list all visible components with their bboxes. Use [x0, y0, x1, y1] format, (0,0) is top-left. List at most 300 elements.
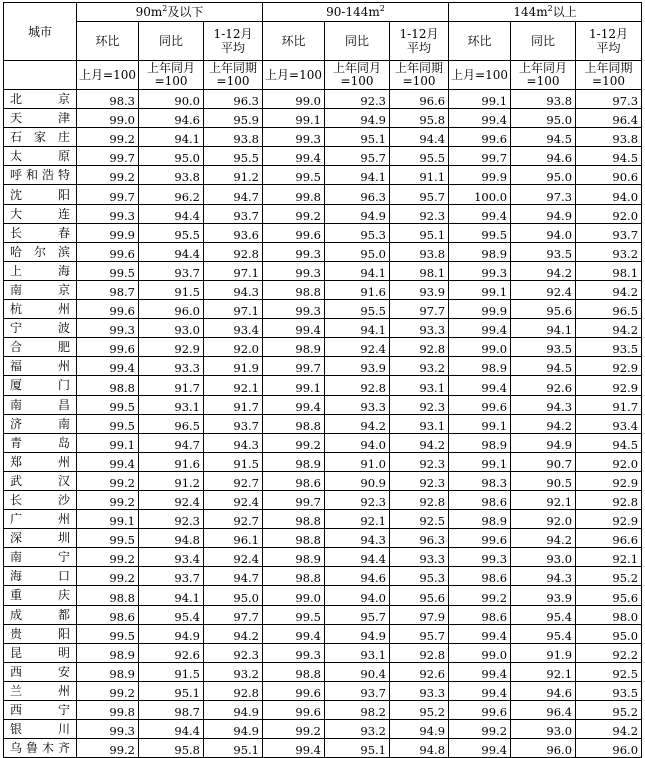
value-cell: 93.9	[325, 357, 390, 376]
value-cell: 95.6	[390, 586, 449, 605]
value-cell: 90.6	[576, 166, 642, 185]
value-cell: 99.1	[77, 510, 139, 529]
value-cell: 98.1	[576, 261, 642, 280]
value-cell: 93.8	[139, 166, 204, 185]
city-name-cell	[4, 261, 77, 280]
value-cell: 98.7	[139, 701, 204, 720]
value-cell: 97.1	[204, 261, 263, 280]
value-cell: 93.0	[511, 548, 576, 567]
value-cell: 91.0	[325, 452, 390, 471]
table-row	[4, 720, 642, 739]
value-cell: 93.3	[390, 681, 449, 700]
value-cell: 92.7	[204, 471, 263, 490]
value-cell: 95.3	[390, 567, 449, 586]
value-cell: 98.3	[77, 90, 139, 109]
city-name: 西 安	[10, 664, 70, 679]
city-name: 西 宁	[10, 703, 70, 718]
base-last-month: 上月=100	[263, 61, 325, 90]
value-cell: 96.3	[204, 90, 263, 109]
value-cell: 92.4	[204, 548, 263, 567]
city-name-cell	[4, 338, 77, 357]
city-name-cell	[4, 681, 77, 700]
base-header-empty	[4, 61, 77, 90]
value-cell: 99.4	[263, 147, 325, 166]
value-cell: 96.1	[204, 529, 263, 548]
city-name: 成 都	[10, 607, 70, 622]
value-cell: 92.1	[511, 490, 576, 509]
city-name-cell	[4, 720, 77, 739]
value-cell: 90.0	[139, 90, 204, 109]
city-name: 海 口	[10, 569, 70, 584]
value-cell: 96.4	[511, 701, 576, 720]
city-name: 福 州	[10, 359, 70, 374]
value-cell: 98.9	[449, 357, 511, 376]
value-cell: 98.6	[449, 490, 511, 509]
value-cell: 99.2	[77, 128, 139, 147]
value-cell: 94.1	[325, 261, 390, 280]
value-cell: 98.8	[77, 376, 139, 395]
value-cell: 97.7	[204, 605, 263, 624]
value-cell: 98.6	[77, 605, 139, 624]
city-name-cell	[4, 510, 77, 529]
value-cell: 100.0	[449, 185, 511, 204]
table-row	[4, 128, 642, 147]
value-cell: 94.6	[511, 681, 576, 700]
yoy-header: 同比	[511, 22, 576, 61]
city-name: 北 京	[10, 92, 70, 107]
base-same-period-last-year: 上年同期 =100	[576, 61, 642, 90]
value-cell: 98.9	[263, 452, 325, 471]
value-cell: 92.3	[325, 490, 390, 509]
city-name-cell	[4, 567, 77, 586]
table-row	[4, 395, 642, 414]
value-cell: 95.4	[511, 605, 576, 624]
value-cell: 95.4	[139, 605, 204, 624]
city-name-cell	[4, 357, 77, 376]
city-name-cell	[4, 90, 77, 109]
value-cell: 95.5	[390, 147, 449, 166]
value-cell: 99.1	[77, 433, 139, 452]
city-name: 深 圳	[10, 531, 70, 546]
value-cell: 98.8	[263, 567, 325, 586]
value-cell: 96.2	[139, 185, 204, 204]
value-cell: 94.7	[139, 433, 204, 452]
value-cell: 92.3	[139, 510, 204, 529]
city-name-cell	[4, 490, 77, 509]
value-cell: 95.9	[204, 109, 263, 128]
base-same-month-last-year: 上年同月 =100	[325, 61, 390, 90]
table-row	[4, 605, 642, 624]
value-cell: 99.4	[449, 739, 511, 758]
value-cell: 96.4	[576, 109, 642, 128]
table-row	[4, 204, 642, 223]
mom-header: 环比	[77, 22, 139, 61]
value-cell: 99.6	[449, 128, 511, 147]
value-cell: 99.2	[77, 548, 139, 567]
table-row	[4, 510, 642, 529]
value-cell: 99.6	[449, 701, 511, 720]
value-cell: 98.8	[263, 414, 325, 433]
value-cell: 93.0	[511, 720, 576, 739]
value-cell: 99.2	[263, 720, 325, 739]
value-cell: 92.4	[204, 490, 263, 509]
city-name: 贵 阳	[10, 626, 70, 641]
city-name-cell	[4, 548, 77, 567]
value-cell: 95.0	[576, 624, 642, 643]
value-cell: 94.9	[390, 720, 449, 739]
value-cell: 97.9	[390, 605, 449, 624]
value-cell: 97.3	[576, 90, 642, 109]
value-cell: 93.1	[325, 643, 390, 662]
annual-avg-header: 1-12月 平均	[204, 22, 263, 61]
value-cell: 94.7	[204, 567, 263, 586]
value-cell: 98.9	[449, 242, 511, 261]
value-cell: 92.7	[204, 510, 263, 529]
value-cell: 94.5	[576, 433, 642, 452]
value-cell: 93.5	[511, 242, 576, 261]
city-name: 郑 州	[10, 454, 70, 469]
value-cell: 94.0	[576, 185, 642, 204]
value-cell: 96.6	[390, 90, 449, 109]
value-cell: 95.1	[390, 223, 449, 242]
value-cell: 99.6	[263, 701, 325, 720]
value-cell: 93.2	[325, 720, 390, 739]
value-cell: 98.2	[325, 701, 390, 720]
value-cell: 95.6	[576, 586, 642, 605]
city-name-cell	[4, 471, 77, 490]
value-cell: 96.0	[139, 300, 204, 319]
value-cell: 95.7	[390, 624, 449, 643]
value-cell: 97.1	[204, 300, 263, 319]
value-cell: 95.7	[390, 185, 449, 204]
table-row	[4, 452, 642, 471]
value-cell: 99.6	[77, 300, 139, 319]
value-cell: 94.9	[511, 433, 576, 452]
city-name: 银 川	[10, 722, 70, 737]
value-cell: 99.3	[263, 128, 325, 147]
value-cell: 94.2	[576, 280, 642, 299]
table-row	[4, 185, 642, 204]
value-cell: 94.1	[325, 166, 390, 185]
value-cell: 98.9	[77, 643, 139, 662]
value-cell: 99.7	[263, 490, 325, 509]
value-cell: 98.8	[263, 280, 325, 299]
value-cell: 99.4	[449, 319, 511, 338]
table-row	[4, 471, 642, 490]
city-name-cell	[4, 166, 77, 185]
value-cell: 94.2	[576, 319, 642, 338]
value-cell: 93.5	[576, 338, 642, 357]
city-name-cell	[4, 204, 77, 223]
value-cell: 98.0	[576, 605, 642, 624]
value-cell: 93.1	[139, 395, 204, 414]
city-name: 呼 和 浩 特	[10, 168, 70, 183]
value-cell: 99.6	[449, 529, 511, 548]
value-cell: 99.2	[77, 166, 139, 185]
value-cell: 94.4	[139, 204, 204, 223]
value-cell: 93.3	[390, 319, 449, 338]
value-cell: 97.7	[390, 300, 449, 319]
value-cell: 95.0	[204, 586, 263, 605]
value-cell: 91.1	[390, 166, 449, 185]
value-cell: 93.1	[390, 414, 449, 433]
city-name-cell	[4, 147, 77, 166]
value-cell: 99.2	[77, 490, 139, 509]
value-cell: 98.1	[390, 261, 449, 280]
city-name: 宁 波	[10, 321, 70, 336]
value-cell: 94.4	[390, 128, 449, 147]
value-cell: 92.1	[325, 510, 390, 529]
city-name: 长 春	[10, 225, 70, 240]
value-cell: 91.2	[139, 471, 204, 490]
value-cell: 91.2	[204, 166, 263, 185]
city-name: 广 州	[10, 512, 70, 527]
value-cell: 94.2	[576, 720, 642, 739]
value-cell: 92.8	[204, 681, 263, 700]
value-cell: 94.1	[139, 128, 204, 147]
base-same-month-last-year: 上年同月 =100	[139, 61, 204, 90]
city-name-cell	[4, 529, 77, 548]
city-name-cell	[4, 185, 77, 204]
value-cell: 92.5	[576, 662, 642, 681]
value-cell: 94.8	[139, 529, 204, 548]
value-cell: 99.9	[449, 300, 511, 319]
city-name-cell	[4, 223, 77, 242]
table-row	[4, 681, 642, 700]
city-name: 上 海	[10, 263, 70, 278]
value-cell: 99.8	[263, 185, 325, 204]
value-cell: 93.5	[576, 681, 642, 700]
value-cell: 98.3	[449, 471, 511, 490]
value-cell: 94.1	[325, 319, 390, 338]
city-name: 厦 门	[10, 378, 70, 393]
value-cell: 95.2	[576, 567, 642, 586]
value-cell: 99.0	[449, 338, 511, 357]
value-cell: 91.6	[325, 280, 390, 299]
value-cell: 99.4	[449, 109, 511, 128]
value-cell: 99.5	[77, 414, 139, 433]
value-cell: 94.1	[139, 586, 204, 605]
value-cell: 99.1	[263, 376, 325, 395]
value-cell: 92.3	[390, 452, 449, 471]
value-cell: 92.9	[139, 338, 204, 357]
value-cell: 99.0	[449, 643, 511, 662]
city-name: 济 南	[10, 416, 70, 431]
value-cell: 94.3	[325, 529, 390, 548]
value-cell: 95.8	[139, 739, 204, 758]
value-cell: 94.8	[390, 739, 449, 758]
value-cell: 92.1	[511, 662, 576, 681]
value-cell: 95.0	[325, 242, 390, 261]
table-row	[4, 109, 642, 128]
value-cell: 92.8	[576, 490, 642, 509]
value-cell: 99.4	[77, 452, 139, 471]
base-same-month-last-year: 上年同月 =100	[511, 61, 576, 90]
value-cell: 92.3	[390, 204, 449, 223]
table-row	[4, 643, 642, 662]
value-cell: 99.3	[263, 643, 325, 662]
table-row	[4, 624, 642, 643]
value-cell: 92.0	[511, 510, 576, 529]
value-cell: 93.8	[390, 242, 449, 261]
value-cell: 91.7	[576, 395, 642, 414]
table-row	[4, 414, 642, 433]
value-cell: 93.2	[204, 662, 263, 681]
table-row	[4, 433, 642, 452]
value-cell: 94.6	[511, 147, 576, 166]
value-cell: 99.6	[449, 395, 511, 414]
value-cell: 95.5	[139, 223, 204, 242]
city-name-cell	[4, 643, 77, 662]
value-cell: 99.6	[263, 223, 325, 242]
base-last-month: 上月=100	[77, 61, 139, 90]
value-cell: 99.1	[263, 109, 325, 128]
value-cell: 94.1	[511, 319, 576, 338]
city-column-header: 城市	[4, 3, 77, 61]
base-last-month: 上月=100	[449, 61, 511, 90]
value-cell: 99.0	[263, 90, 325, 109]
value-cell: 99.5	[77, 529, 139, 548]
group-header-medium: $90-144m^2$	[263, 3, 449, 22]
city-name-cell	[4, 701, 77, 720]
value-cell: 99.2	[77, 681, 139, 700]
table-row	[4, 319, 642, 338]
value-cell: 92.6	[139, 643, 204, 662]
group-header-large: $144m^2$以上	[449, 3, 642, 22]
value-cell: 92.0	[576, 452, 642, 471]
value-cell: 99.7	[77, 185, 139, 204]
value-cell: 91.5	[204, 452, 263, 471]
value-cell: 94.5	[576, 147, 642, 166]
city-name-cell	[4, 395, 77, 414]
value-cell: 94.6	[139, 109, 204, 128]
table-row	[4, 338, 642, 357]
value-cell: 99.8	[77, 701, 139, 720]
table-row	[4, 662, 642, 681]
value-cell: 98.8	[263, 529, 325, 548]
value-cell: 99.6	[77, 338, 139, 357]
city-name: 太 原	[10, 149, 70, 164]
value-cell: 99.5	[77, 624, 139, 643]
value-cell: 98.6	[263, 471, 325, 490]
value-cell: 99.4	[449, 624, 511, 643]
value-cell: 99.3	[77, 204, 139, 223]
value-cell: 94.5	[511, 357, 576, 376]
value-cell: 95.4	[511, 624, 576, 643]
value-cell: 90.4	[325, 662, 390, 681]
value-cell: 94.3	[511, 567, 576, 586]
value-cell: 99.3	[449, 548, 511, 567]
value-cell: 92.0	[204, 338, 263, 357]
value-cell: 98.9	[449, 433, 511, 452]
value-cell: 95.5	[325, 300, 390, 319]
value-cell: 94.9	[325, 624, 390, 643]
value-cell: 94.5	[511, 128, 576, 147]
value-cell: 99.0	[77, 109, 139, 128]
value-cell: 91.7	[204, 395, 263, 414]
value-cell: 99.9	[449, 166, 511, 185]
value-cell: 99.2	[77, 471, 139, 490]
table-row	[4, 242, 642, 261]
value-cell: 95.2	[390, 701, 449, 720]
city-name-cell	[4, 586, 77, 605]
value-cell: 99.0	[263, 586, 325, 605]
table-row	[4, 166, 642, 185]
value-cell: 94.0	[325, 586, 390, 605]
base-same-period-last-year: 上年同期 =100	[390, 61, 449, 90]
value-cell: 91.9	[204, 357, 263, 376]
city-name-cell	[4, 300, 77, 319]
value-cell: 99.3	[263, 242, 325, 261]
value-cell: 95.2	[576, 701, 642, 720]
value-cell: 92.1	[204, 376, 263, 395]
value-cell: 90.7	[511, 452, 576, 471]
value-cell: 92.3	[204, 643, 263, 662]
value-cell: 99.2	[449, 720, 511, 739]
value-cell: 99.3	[77, 319, 139, 338]
value-cell: 95.7	[325, 605, 390, 624]
value-cell: 97.3	[511, 185, 576, 204]
value-cell: 95.8	[390, 109, 449, 128]
value-cell: 99.7	[77, 147, 139, 166]
city-name-cell	[4, 452, 77, 471]
value-cell: 92.9	[576, 376, 642, 395]
value-cell: 94.6	[325, 567, 390, 586]
value-cell: 92.3	[390, 395, 449, 414]
value-cell: 99.4	[77, 357, 139, 376]
value-cell: 93.4	[139, 548, 204, 567]
value-cell: 99.7	[449, 147, 511, 166]
city-name-cell	[4, 319, 77, 338]
value-cell: 95.3	[325, 223, 390, 242]
value-cell: 94.2	[511, 414, 576, 433]
value-cell: 93.1	[390, 376, 449, 395]
table-row	[4, 280, 642, 299]
city-name-cell	[4, 128, 77, 147]
value-cell: 99.3	[263, 300, 325, 319]
city-name-cell	[4, 624, 77, 643]
value-cell: 93.5	[511, 338, 576, 357]
value-cell: 93.9	[511, 586, 576, 605]
annual-avg-header: 1-12月 平均	[390, 22, 449, 61]
city-name-cell	[4, 109, 77, 128]
value-cell: 98.9	[77, 662, 139, 681]
value-cell: 98.6	[449, 567, 511, 586]
value-cell: 99.1	[449, 414, 511, 433]
value-cell: 93.8	[511, 90, 576, 109]
value-cell: 94.9	[325, 109, 390, 128]
value-cell: 98.9	[449, 510, 511, 529]
value-cell: 99.4	[449, 204, 511, 223]
value-cell: 96.0	[511, 739, 576, 758]
table-row	[4, 739, 642, 758]
price-index-table	[3, 2, 642, 758]
value-cell: 94.2	[511, 529, 576, 548]
yoy-header: 同比	[139, 22, 204, 61]
value-cell: 94.9	[204, 701, 263, 720]
table-row	[4, 300, 642, 319]
value-cell: 98.8	[77, 586, 139, 605]
value-cell: 93.3	[390, 548, 449, 567]
value-cell: 93.2	[390, 357, 449, 376]
value-cell: 99.2	[77, 567, 139, 586]
value-cell: 92.5	[390, 510, 449, 529]
value-cell: 93.6	[204, 223, 263, 242]
value-cell: 93.0	[139, 319, 204, 338]
table-row	[4, 701, 642, 720]
city-name: 沈 阳	[10, 187, 70, 202]
value-cell: 94.3	[204, 433, 263, 452]
